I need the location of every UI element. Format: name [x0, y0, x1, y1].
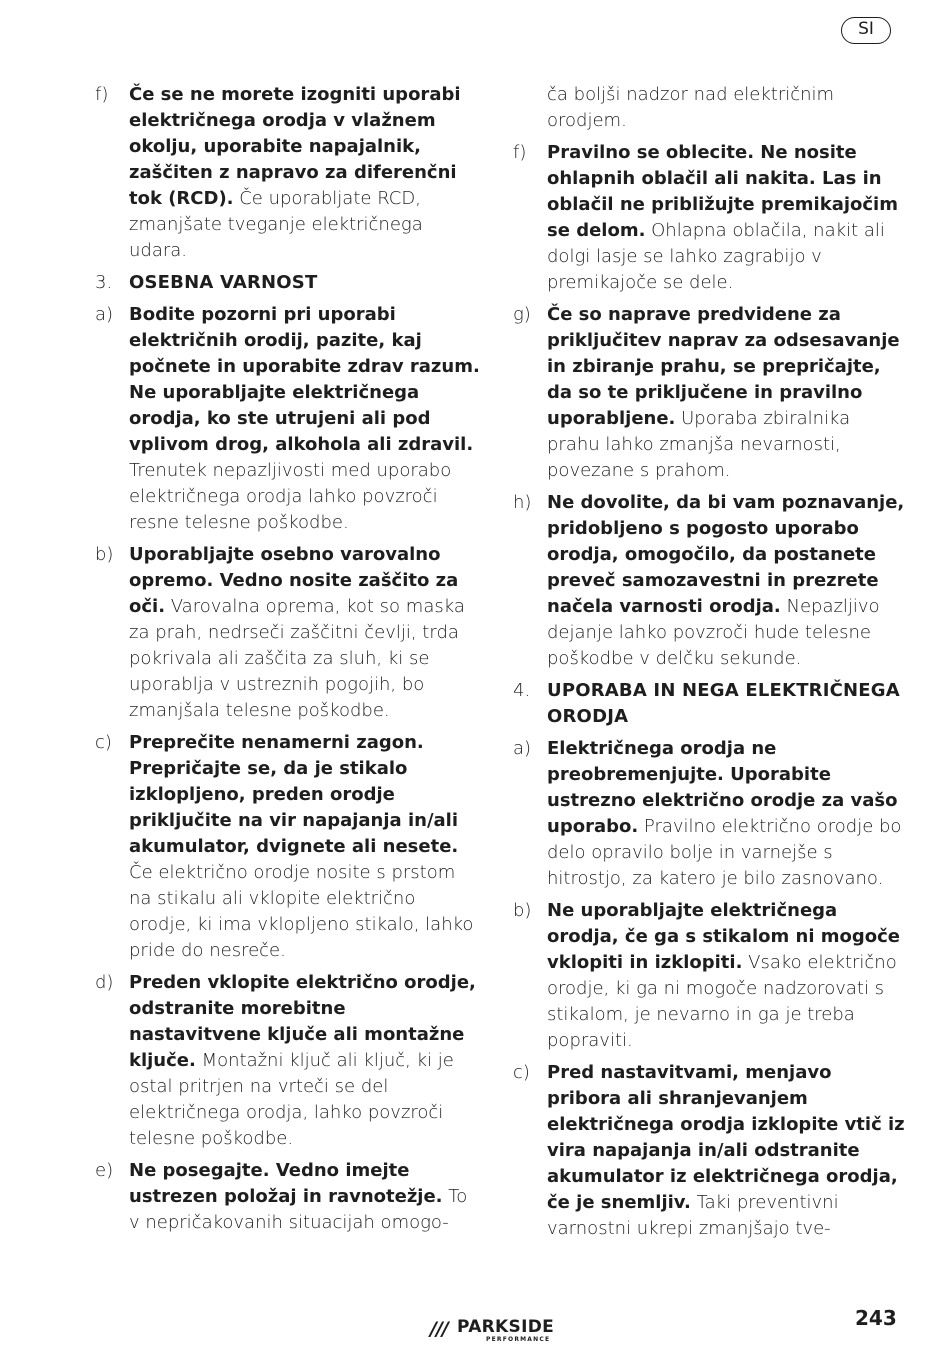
- item-label: 3.: [95, 272, 113, 293]
- list-item: [513, 1060, 905, 1242]
- item-bold-text: Če so naprave predvidene za priključitev naprav za odsesavanje in zbiranje prahu, se prepričajte, da so te priključene in pravilno uporabljene.: [547, 304, 900, 429]
- logo-slashes-icon: ///: [430, 1318, 448, 1340]
- list-item: [95, 542, 480, 724]
- section-heading: [513, 678, 905, 730]
- item-bold-text: UPORABA IN NEGA ELEKTRIČNEGA ORODJA: [547, 680, 900, 727]
- item-label: 4.: [513, 680, 531, 701]
- language-badge: SI: [841, 17, 891, 44]
- item-bold-text: Uporabljajte osebno varovalno opremo. Vedno nosite zaščito za oči.: [129, 544, 459, 617]
- list-item: [513, 736, 905, 892]
- list-item: [513, 490, 905, 672]
- item-bold-text: Ne dovolite, da bi vam poznavanje, pridobljeno s pogosto uporabo orodja, omogočilo, da postanete preveč samozavestni in prezrete načela varnosti orodja.: [547, 492, 905, 617]
- item-bold-text: Pravilno se oblecite. Ne nosite ohlapnih oblačil ali nakita. Las in oblačil ne približujte premikajočim se delom.: [547, 142, 898, 241]
- item-bold-text: Bodite pozorni pri uporabi električnih orodij, pazite, kaj počnete in uporabite zdrav razum. Ne uporabljajte električnega orodja, ko ste utrujeni ali pod vplivom drog, alkohola ali zdravil.: [129, 304, 480, 455]
- list-item-continuation: [513, 82, 905, 134]
- item-text: Vsako električno orodje, ki ga ni mogoče nadzorovati s stikalom, je nevarno in ga je treba popraviti.: [547, 952, 897, 1051]
- item-label: d): [95, 972, 114, 993]
- item-text: Taki preventivni varnostni ukrepi zmanjšajo tve-: [547, 1192, 839, 1239]
- item-bold-text: Električnega orodja ne preobremenjujte. Uporabite ustrezno električno orodje za vašo uporabo.: [547, 738, 898, 837]
- item-bold-text: Če se ne morete izogniti uporabi električnega orodja v vlažnem okolju, uporabite napajalnik, zaščiten z napravo za diferenčni tok (RCD).: [129, 84, 461, 209]
- item-text: Trenutek nepazljivosti med uporabo električnega orodja lahko povzroči resne telesne poškodbe.: [129, 460, 452, 533]
- right-column: [513, 82, 905, 1248]
- item-label: f): [95, 84, 109, 105]
- left-column: [95, 82, 480, 1242]
- item-label: b): [513, 900, 532, 921]
- item-label: b): [95, 544, 114, 565]
- item-text: Pravilno električno orodje bo delo opravilo bolje in varnejše s hitrostjo, za katero je bilo zasnovano.: [547, 816, 902, 889]
- item-label: g): [513, 304, 531, 325]
- item-label: h): [513, 492, 532, 513]
- item-text: Varovalna oprema, kot so maska za prah, nedrseči zaščitni čevlji, trda pokrivala ali zaščita za sluh, ki se uporablja v ustreznih pogojih, bo zmanjšala telesne poškodbe.: [129, 596, 465, 721]
- item-bold-text: Ne uporabljajte električnega orodja, če ga s stikalom ni mogoče vklopiti in izklopiti.: [547, 900, 901, 973]
- list-item: [513, 302, 905, 484]
- item-text: Montažni ključ ali ključ, ki je ostal pritrjen na vrteči se del električnega orodja, lahko povzroči telesne poškodbe.: [129, 1050, 454, 1149]
- item-bold-text: OSEBNA VARNOST: [129, 272, 318, 293]
- list-item: [95, 970, 480, 1152]
- item-text: ča boljši nadzor nad električnim orodjem.: [547, 84, 835, 131]
- section-heading: [95, 270, 480, 296]
- page-number: 243: [855, 1306, 897, 1330]
- item-text: Uporaba zbiralnika prahu lahko zmanjša nevarnosti, povezane s prahom.: [547, 408, 851, 481]
- item-label: e): [95, 1160, 114, 1181]
- list-item: [513, 140, 905, 296]
- list-item: [95, 1158, 480, 1236]
- parkside-logo: [430, 1314, 580, 1350]
- item-text: Če električno orodje nosite s prstom na stikalu ali vklopite električno orodje, ki ima vklopljeno stikalo, lahko pride do nesreče.: [129, 862, 474, 961]
- item-bold-text: Pred nastavitvami, menjavo pribora ali shranjevanjem električnega orodja izklopite vtič iz vira napajanja in/ali odstranite akumulator iz električnega orodja, če je snemljiv.: [547, 1062, 905, 1213]
- item-label: c): [513, 1062, 530, 1083]
- item-text: To v nepričakovanih situacijah omogo-: [129, 1186, 468, 1233]
- logo-name: PARKSIDE: [457, 1317, 555, 1337]
- list-item: [95, 82, 480, 264]
- list-item: [95, 730, 480, 964]
- item-bold-text: Preprečite nenamerni zagon. Prepričajte se, da je stikalo izklopljeno, preden orodje priključite na vir napajanja in/ali akumulator, dvignete ali nesete.: [129, 732, 459, 857]
- item-bold-text: Ne posegajte. Vedno imejte ustrezen položaj in ravnotežje.: [129, 1160, 443, 1207]
- item-label: c): [95, 732, 112, 753]
- item-text: Nepazljivo dejanje lahko povzroči hude telesne poškodbe v delčku sekunde.: [547, 596, 880, 669]
- list-item: [513, 898, 905, 1054]
- item-text: Ohlapna oblačila, nakit ali dolgi lasje se lahko zagrabijo v premikajoče se dele.: [547, 220, 885, 293]
- item-label: f): [513, 142, 527, 163]
- list-item: [95, 302, 480, 536]
- logo-subtitle: PERFORMANCE: [486, 1336, 551, 1343]
- item-label: a): [513, 738, 532, 759]
- item-bold-text: Preden vklopite električno orodje, odstranite morebitne nastavitvene ključe ali montažne ključe.: [129, 972, 476, 1071]
- item-text: Če uporabljate RCD, zmanjšate tveganje električnega udara.: [129, 188, 423, 261]
- item-label: a): [95, 304, 114, 325]
